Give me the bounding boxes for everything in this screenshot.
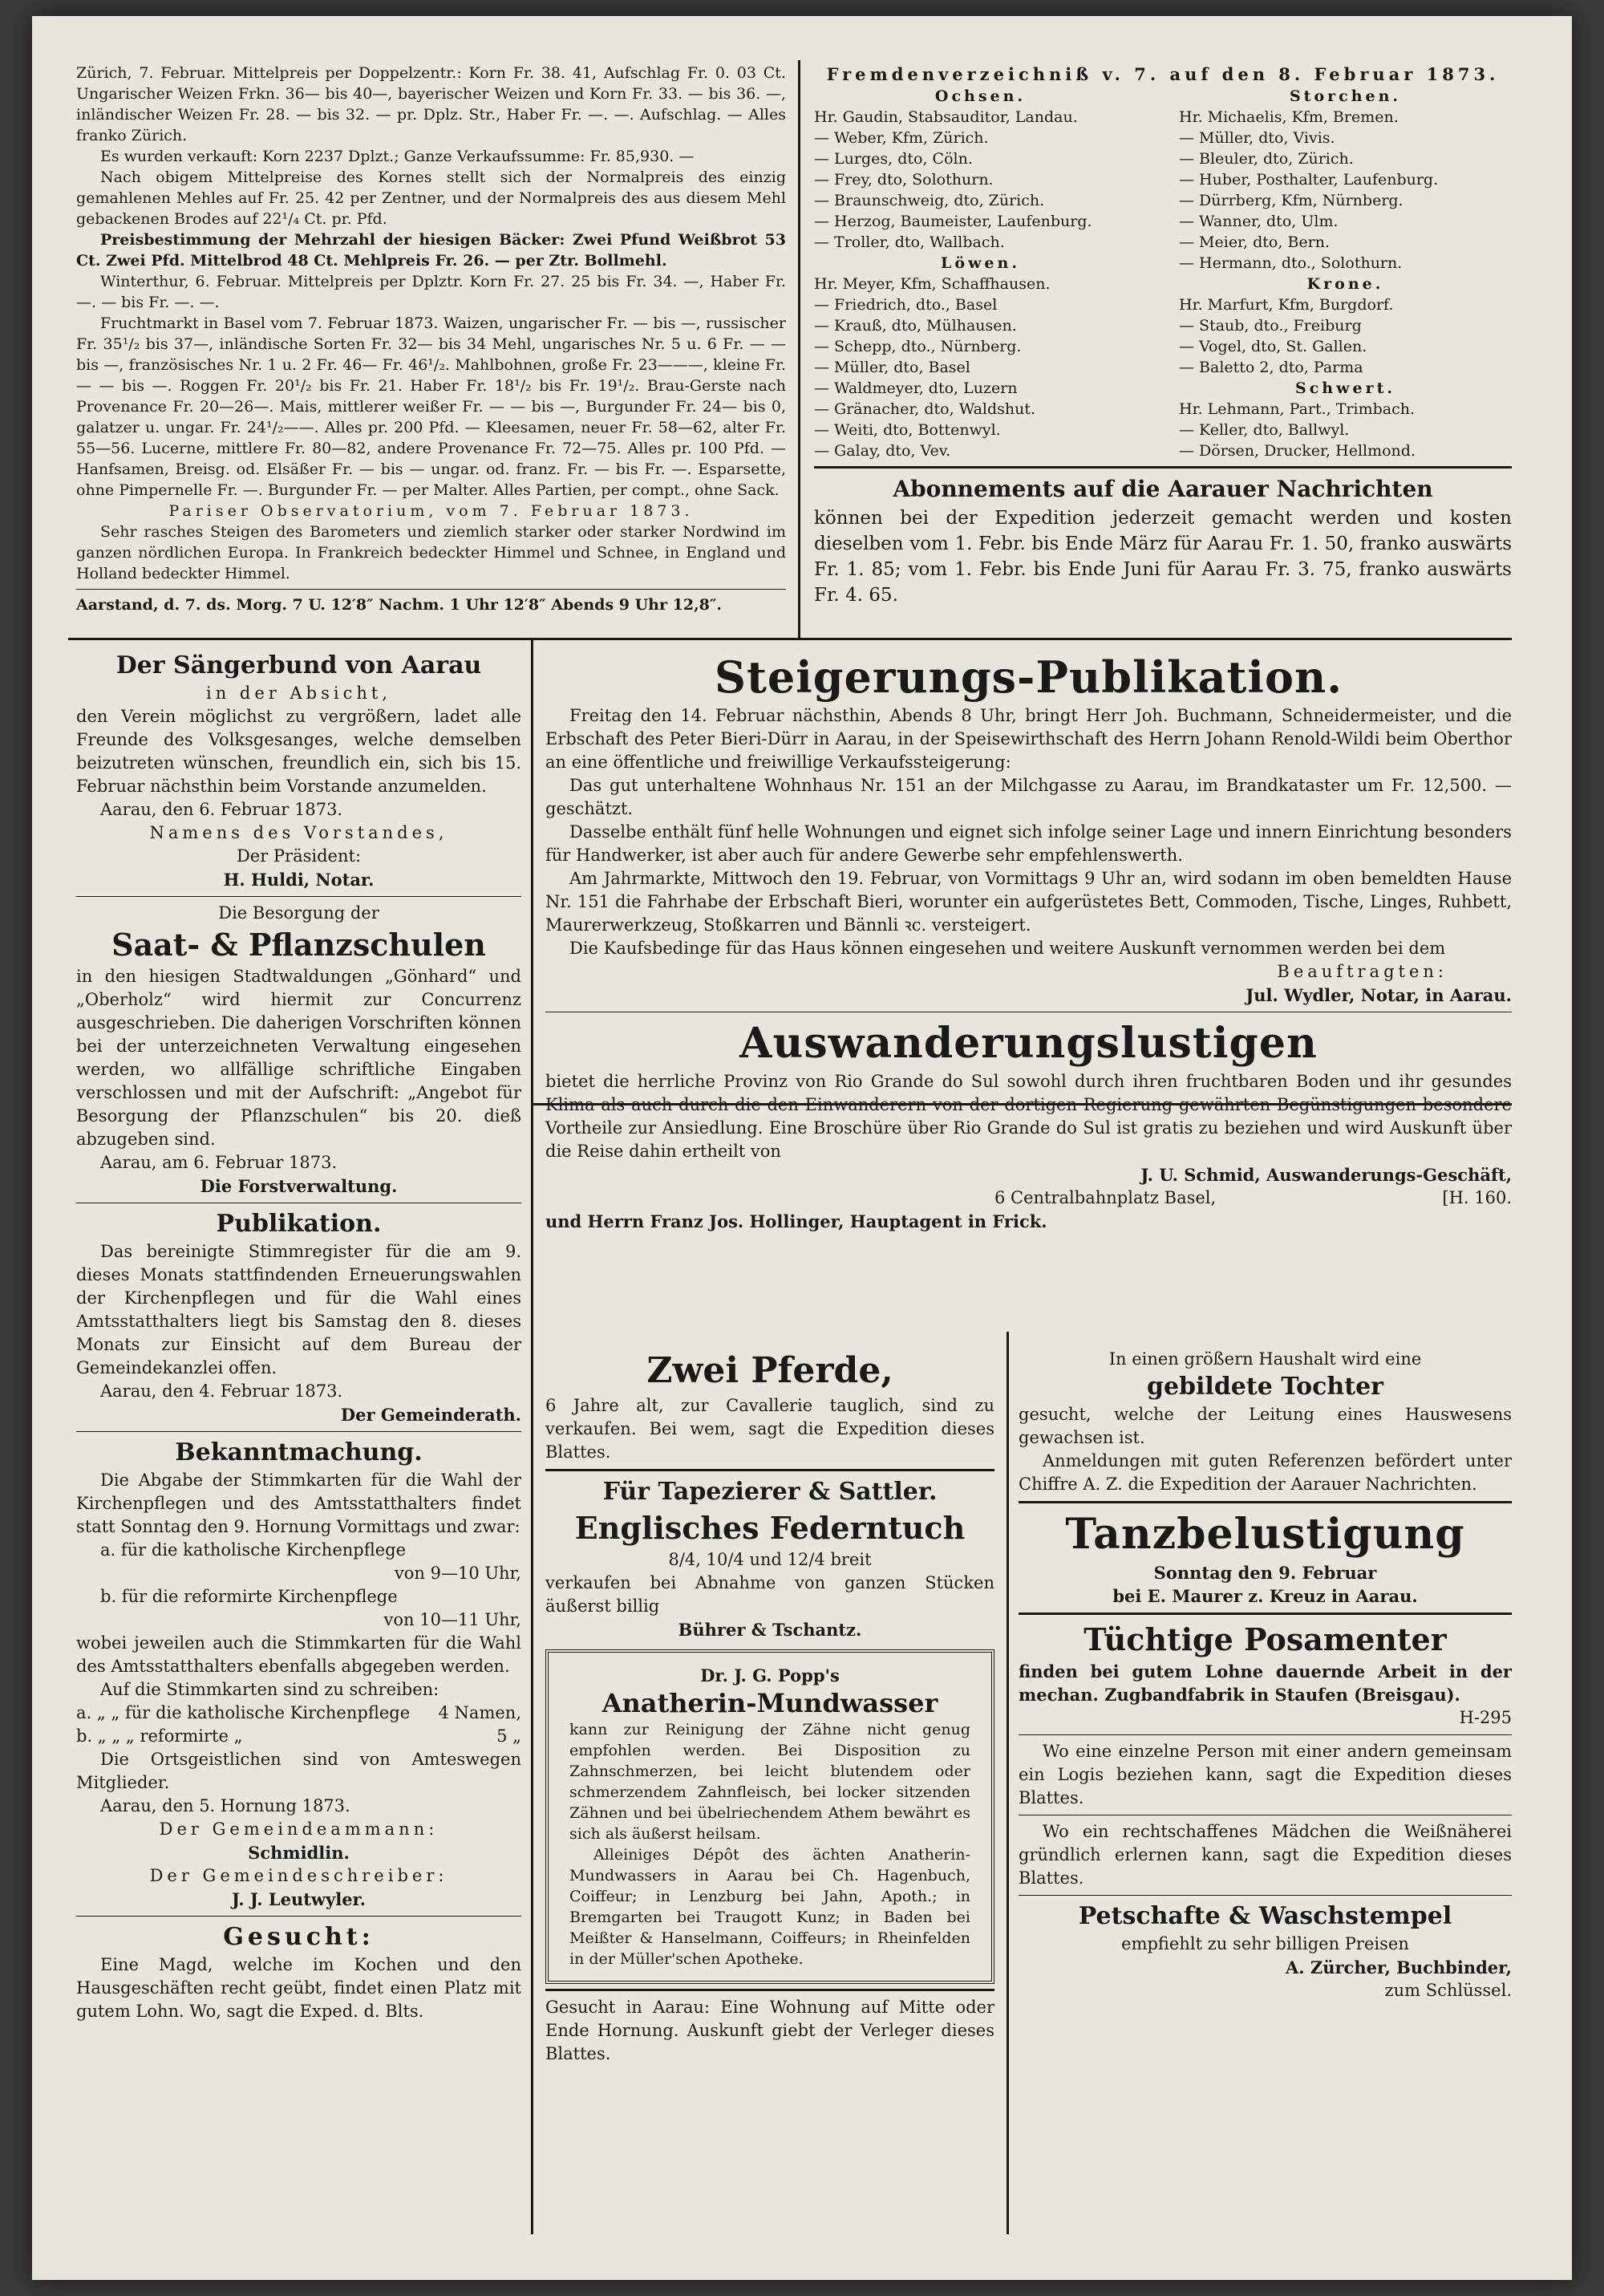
saengerbund-spaced: in der Absicht, xyxy=(205,684,391,703)
saat-text: in den hiesigen Stadtwaldungen „Gönhard“ und „Oberholz“ wird hiermit zur Concurrenz ausgeschrieben. Die daherigen Vorschriften können bei der unterzeichneten Verwaltung eingesehen werden, wo allfällige schriftliche Eingaben verschlossen und mit der Aufschrift: „Angebot für Besorgung der Pflanzschulen“ bis 20. dieß abzugeben sind. xyxy=(76,967,521,1149)
guest-entry: — Dürrberg, Kfm, Nürnberg. xyxy=(1179,192,1404,209)
guest-entry: — Dörsen, Drucker, Hellmond. xyxy=(1179,442,1416,460)
abonnements-title: Abonnements auf die Aarauer Nachrichten xyxy=(893,476,1433,502)
right-ads-column xyxy=(1019,1348,1512,2002)
column-divider-top xyxy=(798,60,800,638)
abonnements-text: können bei der Expedition jederzeit gemacht werden und kosten dieselben vom 1. Febr. bis Ende März für Aarau Fr. 1. 50, franko auswärts Fr. 1. 85; vom 1. Febr. bis Ende Juni für Aarau Fr. 3. 75, franko auswärts Fr. 4. 65. xyxy=(814,508,1512,606)
guest-entry: — Meier, dto, Bern. xyxy=(1179,233,1331,251)
guest-entry: — Friedrich, dto., Basel xyxy=(814,296,998,314)
logis-text: Wo eine einzelne Person mit einer andern gemeinsam ein Logis beziehen kann, sagt die Expedition dieses Blattes. xyxy=(1019,1742,1512,1807)
mund-title: Anatherin-Mundwasser xyxy=(602,1688,938,1718)
petsch-text: empfiehlt zu sehr billigen Preisen xyxy=(1121,1934,1409,1953)
steigerung-p1: Freitag den 14. Februar nächsthin, Abends 8 Uhr, bringt Herr Joh. Buchmann, Schneidermeister, und die Erbschaft des Peter Bieri-Dürr in Aarau, in der Speisewirthschaft des Herrn Johann Renold-Wildi beim Oberthor an eine öffentliche und freiwillige Verkaufssteigerung: xyxy=(545,706,1512,772)
federn-sizes: 8/4, 10/4 und 12/4 breit xyxy=(668,1550,872,1569)
rule xyxy=(1019,1895,1512,1896)
observatory-text: Sehr rasches Steigen des Barometers und ziemlich starker oder starker Nordwind im ganzen nördlichen Europa. In Frankreich bedeckter Himmel und Schnee, in England und Holland bedeckter Himmel. xyxy=(76,523,786,582)
auswand-code: [H. 160. xyxy=(1442,1188,1512,1207)
market-reports xyxy=(76,63,786,615)
ad-petschafte xyxy=(1019,1900,1512,2002)
bekannt-text4: Die Ortsgeistlichen sind von Amteswegen Mitglieder. xyxy=(76,1750,521,1792)
bekannt-text1: Die Abgabe der Stimmkarten für die Wahl der Kirchenpflegen und des Amtsstatthalters findet statt Sonntag den 9. Hornung Vormittags und zwar: xyxy=(76,1470,521,1536)
ad-gesucht xyxy=(76,1921,521,2023)
tochter-title: gebildete Tochter xyxy=(1146,1373,1383,1401)
bekannt-a1: a. für die katholische Kirchenpflege xyxy=(100,1540,407,1560)
rule xyxy=(76,1431,521,1432)
bekannt-title: Bekanntmachung. xyxy=(175,1438,423,1466)
bekannt-schreiber: Der Gemeindeschreiber: xyxy=(149,1866,448,1885)
guest-entry: — Frey, dto, Solothurn. xyxy=(814,171,994,189)
guest-entry: Hr. Meyer, Kfm, Schaffhausen. xyxy=(814,275,1051,293)
steigerung-p5: Die Kaufsbedinge für das Haus können eingesehen und weitere Auskunft vernommen werden bei dem xyxy=(569,939,1446,958)
section-divider-top xyxy=(68,638,1512,640)
federn-text: verkaufen bei Abnahme von ganzen Stücken äußerst billig xyxy=(545,1573,994,1616)
guest-entry: Hr. Gaudin, Stabsauditor, Landau. xyxy=(814,108,1078,126)
saengerbund-date: Aarau, den 6. Februar 1873. xyxy=(100,800,343,819)
guest-entry: — Herzog, Baumeister, Laufenburg. xyxy=(814,213,1092,230)
left-ads-column xyxy=(76,650,521,2023)
hotel-schwert-heading: Schwert. xyxy=(1295,379,1395,397)
middle-ads-column xyxy=(545,1348,994,2066)
guest-entry: — Hermann, dto., Solothurn. xyxy=(1179,254,1403,272)
saat-signature: Die Forstverwaltung. xyxy=(200,1176,398,1196)
saat-title: Saat- & Pflanzschulen xyxy=(111,927,486,963)
bekannt-date: Aarau, den 5. Hornung 1873. xyxy=(100,1796,350,1815)
auswand-agent: und Herrn Franz Jos. Hollinger, Hauptagent in Frick. xyxy=(545,1211,1047,1231)
ad-saatschulen xyxy=(76,902,521,1198)
market-preisbestimmung: Preisbestimmung der Mehrzahl der hiesigen Bäcker: Zwei Pfund Weißbrot 53 Ct. Zwei Pfd. Mittelbrod 48 Ct. Mehlpreis Fr. 26. — per Ztr. Bollmehl. xyxy=(76,231,786,270)
petsch-signature: A. Zürcher, Buchbinder, xyxy=(1285,1957,1512,1978)
saengerbund-praesident: Der Präsident: xyxy=(236,846,362,866)
saengerbund-signature: H. Huldi, Notar. xyxy=(223,870,375,890)
ad-tochter xyxy=(1019,1348,1512,1496)
guest-entry: — Weber, Kfm, Zürich. xyxy=(814,129,989,147)
column-divider-left xyxy=(531,638,533,2234)
observatory-title: Pariser Observatorium, vom 7. Februar 1873. xyxy=(168,502,694,520)
rule xyxy=(545,1469,994,1471)
saengerbund-text: den Verein möglichst zu vergrößern, ladet alle Freunde des Volksgesanges, welche demselben beizutreten wünschen, freundlich ein, sich bis 15. Februar nächsthin beim Vorstande anzumelden. xyxy=(76,707,521,796)
guest-entry: — Lurges, dto, Cöln. xyxy=(814,150,973,168)
publikation-date: Aarau, den 4. Februar 1873. xyxy=(100,1381,343,1401)
hotel-loewen-heading: Löwen. xyxy=(941,254,1020,272)
petsch-title: Petschafte & Waschstempel xyxy=(1078,1902,1452,1930)
weiss-text: Wo ein rechtschaffenes Mädchen die Weißnäherei gründlich erlernen kann, sagt die Expedition dieses Blattes. xyxy=(1019,1822,1512,1888)
petsch-signature2: zum Schlüssel. xyxy=(1384,1981,1512,2000)
market-basel: Fruchtmarkt in Basel vom 7. Februar 1873. Waizen, ungarischer Fr. — bis —, russischer Fr. 35¹/₂ bis 37—, inländische Sorten Fr. 32— bis 34 Mehl, ungarisches Nr. 5 u. 6 Fr. — — bis —, französisches Nr. 1 u. 2 Fr. 46— Fr. 46¹/₂. Mahlbohnen, große Fr. 23———, kleine Fr. — — bis —. Roggen Fr. 20¹/₂ bis Fr. 21. Haber Fr. 18¹/₂ bis Fr. 19¹/₂. Brau-Gerste nach Provenance Fr. 20—26—. Mais, mittlerer weißer Fr. — — bis —, Burgunder Fr. 24— bis 0, galatzer u. ungar. Fr. 24¹/₂——. Alles pr. 200 Pfd. — Kleesamen, neuer Fr. 58—62, alter Fr. 55—56. Lucerne, mittlere Fr. 80—82, andere Provenance Fr. 72—75. Alles pr. 100 Pfd. — Hanfsamen, Breisg. od. Elsäßer Fr. — bis — ungar. od. franz. Fr. — bis Fr. —. Esparsette, ohne Pimpernelle Fr. —. Burgunder Fr. — per Malter. Alles Partien, per compt., ohne Sack. xyxy=(76,314,786,499)
guest-entry: Hr. Lehmann, Part., Trimbach. xyxy=(1179,400,1415,418)
bekannt-text3: Auf die Stimmkarten sind zu schreiben: xyxy=(100,1680,439,1699)
steigerung-title: Steigerungs-Publikation. xyxy=(714,651,1343,703)
federn-head: Für Tapezierer & Sattler. xyxy=(602,1478,938,1506)
auswand-addr: 6 Centralbahnplatz Basel, xyxy=(994,1188,1217,1207)
ad-mundwasser xyxy=(545,1649,994,1984)
bekannt-sig2: J. J. Leutwyler. xyxy=(231,1889,366,1909)
mund-text: kann zur Reinigung der Zähne nicht genug empfohlen werden. Bei Disposition zu Zahnschmerzen, bei leicht blutendem oder schmerzendem Zahnfleisch, bei locker sitzenden Zähnen und bei übelriechendem Athem bewährt es sich als äußerst heilsam. xyxy=(569,1721,970,1843)
bekannt-b1: b. für die reformirte Kirchenpflege xyxy=(100,1587,398,1606)
rule xyxy=(1019,1612,1512,1615)
ad-posamenter xyxy=(1019,1620,1512,1730)
steigerung-p4: Am Jahrmarkte, Mittwoch den 19. Februar, von Vormittags 9 Uhr an, wird sodann im oben bemeldten Hause Nr. 151 die Fahrhabe der Erbschaft Bieri, worunter ein aufgerüstetes Bett, Commoden, Tische, Linges, Ruhbett, Maurerwerkzeug, Stoßkarren und Bännli ꝛc. versteigert. xyxy=(545,869,1512,935)
wohnung-text: Gesucht in Aarau: Eine Wohnung auf Mitte oder Ende Hornung. Auskunft giebt der Verleger dieses Blattes. xyxy=(545,1998,994,2063)
rule xyxy=(814,466,1512,469)
guest-entry: — Bleuler, dto, Zürich. xyxy=(1179,150,1354,168)
federn-signature: Bührer & Tschantz. xyxy=(678,1620,862,1640)
mund-pre: Dr. J. G. Popp's xyxy=(700,1665,840,1685)
market-zurich: Zürich, 7. Februar. Mittelpreis per Doppelzentr.: Korn Fr. 38. 41, Aufschlag Fr. 0. 03 Ct. Ungarischer Weizen Frkn. 36— bis 40—, bayerischer Weizen und Korn Fr. 33. — bis 36. —, inländischer Weizen Fr. 28. — bis 32. — pr. Dplz. Str., Haber Fr. —. —. Aufschlag. — Alles franko Zürich. xyxy=(76,64,786,144)
ad-federntuch xyxy=(545,1476,994,1641)
guest-entry: — Staub, dto., Freiburg xyxy=(1179,317,1362,335)
ad-pferde xyxy=(545,1348,994,1464)
ad-logis xyxy=(1019,1740,1512,1810)
guest-entry: — Müller, dto, Basel xyxy=(814,359,970,376)
bekannt-l2a: b. „ „ „ reformirte „ xyxy=(76,1726,243,1746)
guest-entry: Hr. Marfurt, Kfm, Burgdorf. xyxy=(1179,296,1394,314)
bekannt-l1a: a. „ „ für die katholische Kirchenpflege xyxy=(76,1703,411,1722)
market-winterthur: Winterthur, 6. Februar. Mittelpreis per Dplztr. Korn Fr. 27. 25 bis Fr. 34. —, Haber Fr. —. — bis Fr. —. —. xyxy=(76,273,786,311)
steigerung-p2: Das gut unterhaltene Wohnhaus Nr. 151 an der Milchgasse zu Aarau, im Brandkataster um Fr. 12,500. — geschätzt. xyxy=(545,776,1512,818)
saengerbund-title: Der Sängerbund von Aarau xyxy=(115,651,482,679)
guest-entry: — Krauß, dto, Mülhausen. xyxy=(814,317,1017,335)
column-divider-right xyxy=(1007,1332,1009,2234)
gesucht-text: Eine Magd, welche im Kochen und den Hausgeschäften recht geübt, findet einen Platz mit gutem Lohn. Wo, sagt die Exped. d. Blts. xyxy=(76,1955,521,2021)
guest-entry: — Weiti, dto, Bottenwyl. xyxy=(814,421,1001,439)
hotel-storchen xyxy=(1179,86,1512,461)
auswand-text: bietet die herrliche Provinz von Rio Grande do Sul sowohl durch ihren fruchtbaren Boden und ihr gesundes Klima als auch durch die den Einwanderern von der dortigen Regierung gewährten Begünstigungen besondere Vortheile zur Ansiedlung. Eine Broschüre über Rio Grande do Sul ist gratis zu beziehen und wird Auskunft über die Reise dahin ertheilt von xyxy=(545,1072,1512,1161)
ad-saengerbund xyxy=(76,650,521,891)
hotel-ochsen xyxy=(814,86,1147,461)
bekannt-text2: wobei jeweilen auch die Stimmkarten für die Wahl des Amtsstatthalters ebenfalls abgegeben werden. xyxy=(76,1633,521,1676)
guest-entry: — Galay, dto, Vev. xyxy=(814,442,951,460)
ad-tanz xyxy=(1019,1508,1512,1608)
guest-entry: — Baletto 2, dto, Parma xyxy=(1179,359,1363,376)
guest-entry: — Troller, dto, Wallbach. xyxy=(814,233,1005,251)
rule xyxy=(1019,1734,1512,1735)
auswand-title: Auswanderungslustigen xyxy=(739,1019,1318,1068)
guest-entry: — Vogel, dto, St. Gallen. xyxy=(1179,338,1367,355)
saat-date: Aarau, am 6. Februar 1873. xyxy=(100,1153,338,1172)
publikation-text: Das bereinigte Stimmregister für die am 9. dieses Monats stattfindenden Erneuerungswahlen der Kirchenpflegen und für die Wahl eines Amtsstatthalters liegt bis Samstag den 8. dieses Monats zur Einsicht auf dem Bureau der Gemeindekanzlei offen. xyxy=(76,1242,521,1377)
saengerbund-namens: Namens des Vorstandes, xyxy=(149,823,448,842)
rule xyxy=(545,1989,994,1991)
bekannt-ammann: Der Gemeindeammann: xyxy=(159,1819,439,1839)
rule xyxy=(1019,1501,1512,1503)
newspaper-page xyxy=(32,16,1572,2280)
auswand-addr-row xyxy=(545,1187,1512,1210)
rule xyxy=(76,1916,521,1917)
ad-auswanderung xyxy=(545,1017,1512,1233)
bekannt-sig1: Schmidlin. xyxy=(248,1843,350,1863)
guest-list xyxy=(814,63,1512,608)
tochter-text2: Anmeldungen mit guten Referenzen befördert unter Chiffre A. Z. die Expedition der Aarauer Nachrichten. xyxy=(1019,1451,1512,1494)
publikation-signature: Der Gemeinderath. xyxy=(340,1405,521,1425)
steigerung-p3: Dasselbe enthält fünf helle Wohnungen und eignet sich infolge seiner Lage und innern Einrichtung besonders für Handwerker, ist aber auch für andere Gewerbe sehr empfehlenswerth. xyxy=(545,822,1512,865)
posament-title: Tüchtige Posamenter xyxy=(1084,1621,1447,1657)
tanz-line1: Sonntag den 9. Februar xyxy=(1153,1563,1377,1583)
guest-entry: — Huber, Posthalter, Laufenburg. xyxy=(1179,171,1439,189)
tochter-text: gesucht, welche der Leitung eines Hauswesens gewachsen ist. xyxy=(1019,1405,1512,1447)
ad-weissnaeherei xyxy=(1019,1820,1512,1890)
market-verkauft: Es wurden verkauft: Korn 2237 Dplzt.; Ganze Verkaufssumme: Fr. 85,930. — xyxy=(100,148,695,165)
ad-bekanntmachung xyxy=(76,1437,521,1911)
tanz-title: Tanzbelustigung xyxy=(1065,1510,1465,1559)
guest-entry: — Braunschweig, dto, Zürich. xyxy=(814,192,1045,209)
guest-entry: — Müller, dto, Vivis. xyxy=(1179,129,1335,147)
bekannt-list-row xyxy=(76,1725,521,1748)
pferde-text: 6 Jahre alt, zur Cavallerie tauglich, sind zu verkaufen. Bei wem, sagt die Expedition dieses Blattes. xyxy=(545,1396,994,1462)
guest-entry: — Schepp, dto., Nürnberg. xyxy=(814,338,1022,355)
pferde-title: Zwei Pferde, xyxy=(646,1350,893,1391)
aarstand: Aarstand, d. 7. ds. Morg. 7 U. 12′8″ Nachm. 1 Uhr 12′8″ Abends 9 Uhr 12,8″. xyxy=(76,596,723,614)
tanz-line2: bei E. Maurer z. Kreuz in Aarau. xyxy=(1112,1586,1418,1606)
saat-pre: Die Besorgung der xyxy=(218,903,379,923)
hotel-storchen-heading: Storchen. xyxy=(1289,87,1402,105)
bekannt-b2: von 10—11 Uhr, xyxy=(383,1610,521,1629)
auswand-firm: J. U. Schmid, Auswanderungs-Geschäft, xyxy=(1140,1165,1512,1185)
rule xyxy=(76,589,786,590)
federn-title: Englisches Federntuch xyxy=(574,1510,966,1546)
posament-code: H-295 xyxy=(1459,1708,1512,1727)
steigerung-signature: Jul. Wydler, Notar, in Aarau. xyxy=(1246,985,1512,1005)
steigerung-beauftragten: Beauftragten: xyxy=(1277,962,1448,981)
bekannt-a2: von 9—10 Uhr, xyxy=(394,1564,521,1583)
posament-text: finden bei gutem Lohne dauernde Arbeit in der mechan. Zugbandfabrik in Staufen (Breisgau). xyxy=(1019,1661,1512,1705)
bekannt-list-row xyxy=(76,1702,521,1725)
guest-entry: Hr. Michaelis, Kfm, Bremen. xyxy=(1179,108,1399,126)
bekannt-l2b: 5 „ xyxy=(496,1726,521,1746)
market-normalpreis: Nach obigem Mittelpreise des Kornes stellt sich der Normalpreis des einzig gemahlenen Mehles auf Fr. 25. 42 per Zentner, und der Normalpreis des aus diesem Mehl gebackenen Brodes auf 22¹/₄ Ct. pr. Pfd. xyxy=(76,168,786,228)
mund-depot: Alleiniges Dépôt des ächten Anatherin-Mundwassers in Aarau bei Ch. Hagenbuch, Coiffeur; in Lenzburg bei Jahn, Apoth.; in Bremgarten bei Traugott Kunz; in Baden bei Meißter & Hanselmann, Coiffeurs; in Rheinfelden in der Müller'schen Apotheke. xyxy=(569,1846,970,1968)
rule xyxy=(76,896,521,897)
ad-steigerung xyxy=(545,650,1512,1007)
tochter-intro: In einen größern Haushalt wird eine xyxy=(1108,1349,1422,1369)
guest-list-grid xyxy=(814,86,1512,461)
guest-entry: — Gränacher, dto, Waldshut. xyxy=(814,400,1036,418)
gesucht-title: Gesucht: xyxy=(223,1923,375,1951)
publikation-title: Publikation. xyxy=(216,1210,382,1238)
ad-wohnung xyxy=(545,1996,994,2066)
wide-ads xyxy=(545,650,1512,1233)
guest-entry: — Keller, dto, Ballwyl. xyxy=(1179,421,1350,439)
ad-publikation xyxy=(76,1208,521,1426)
guest-list-title: Fremdenverzeichniß v. 7. auf den 8. Februar 1873. xyxy=(826,64,1500,84)
bekannt-l1b: 4 Namen, xyxy=(438,1703,521,1722)
guest-entry: — Waldmeyer, dto, Luzern xyxy=(814,379,1018,397)
hotel-ochsen-heading: Ochsen. xyxy=(934,87,1027,105)
hotel-krone-heading: Krone. xyxy=(1306,275,1384,293)
guest-entry: — Wanner, dto, Ulm. xyxy=(1179,213,1339,230)
